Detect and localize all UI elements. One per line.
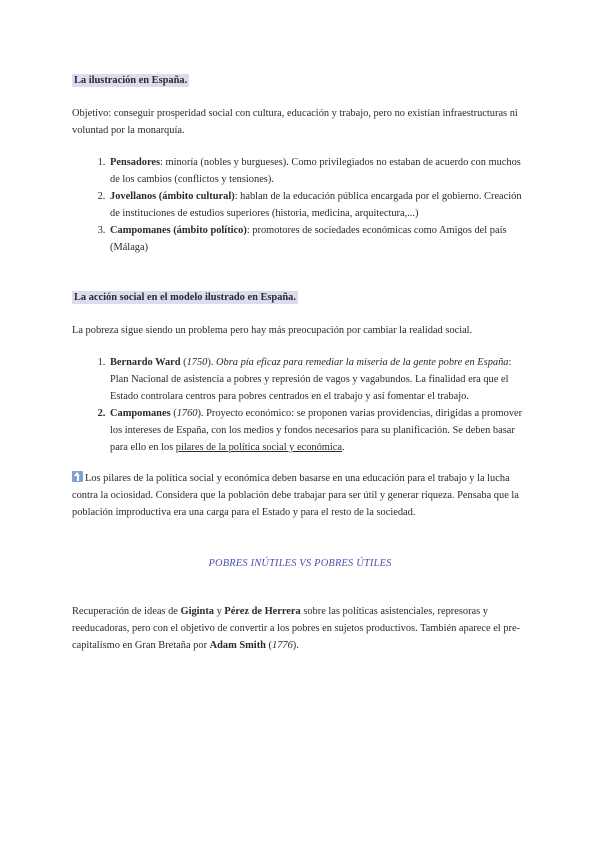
recovery-paragraph: Recuperación de ideas de Giginta y Pérez de Herrera sobre las políticas asistenciales, represoras y reeducadoras, pero con el objetivo de convertir a los pobres en sujetos productivos. También aparece el pre-capitalismo en Gran Bretaña por Adam Smith (1776).	[72, 606, 521, 651]
intro-paragraph: La pobreza sigue siendo un problema pero hay más preocupación por cambiar la realidad social.	[72, 325, 473, 336]
section-heading-accion-social: La acción social en el modelo ilustrado en España.	[74, 292, 296, 303]
list-item	[108, 188, 532, 222]
list-item: 2. Campomanes (1760). Proyecto económico: se proponen varias providencias, dirigidas a promover los intereses de España, con los medios y fondos necesarios para su planificación. Se deben basar para ello en los pilares de la política social y económica.	[108, 405, 532, 456]
item-year: 1750	[186, 357, 208, 368]
section-heading-ilustracion: La ilustración en España.	[74, 75, 188, 86]
item-term: Jovellanos (ámbito cultural)	[110, 191, 235, 202]
item-term: Pensadores	[110, 157, 161, 168]
author-name: Pérez de Herrera	[224, 606, 301, 617]
section-title-pobres: POBRES INÚTILES VS POBRES ÚTILES	[208, 558, 392, 569]
item-text: : Plan Nacional de asistencia a pobres y represión de vagos y vagabundos. La finalidad era que el Estado controlara centros para pobres centrados en el trabajo y así fomentar el trabajo.	[110, 357, 512, 402]
reformers-list	[72, 354, 532, 456]
pillars-note	[72, 470, 532, 521]
work-title: Obra pía eficaz para remediar la miseria de la gente pobre en España	[216, 357, 509, 368]
item-term: Campomanes (ámbito político)	[110, 225, 247, 236]
note-text: Los pilares de la política social y económica deben basarse en una educación para el trabajo y la lucha contra la ociosidad. Considera que la población debe trabajar para ser útil y generar riqueza. Pensaba que la población improductiva era una carga para el Estado y para el resto de la sociedad.	[72, 473, 519, 518]
item-text: : promotores de sociedades económicas como Amigos del país (Málaga)	[110, 225, 507, 253]
thinkers-list	[72, 154, 532, 256]
objective-paragraph: Objetivo: conseguir prosperidad social con cultura, educación y trabajo, pero no existían infraestructuras ni voluntad por la monarquía.	[72, 108, 518, 136]
list-item	[108, 154, 532, 188]
item-term: Campomanes	[110, 408, 171, 419]
up-arrow-icon	[72, 471, 83, 482]
item-year: 1760	[176, 408, 198, 419]
item-term: Bernardo Ward	[110, 357, 181, 368]
item-text: Proyecto económico: se proponen varias providencias, dirigidas a promover los intereses de España, con los medios y fondos necesarios para su planificación. Se deben basar para ello en los	[110, 408, 523, 453]
list-item: 1. Bernardo Ward (1750). Obra pía eficaz para remediar la miseria de la gente pobre en España: Plan Nacional de asistencia a pobres y represión de vagos y vagabundos. La finalidad era que el Estado controlara centros para pobres centrados en el trabajo y así fomentar el trabajo.	[108, 354, 532, 405]
item-year: 1776	[272, 640, 293, 651]
author-name: Giginta	[180, 606, 214, 617]
pillars-link[interactable]: pilares de la política social y económica	[175, 442, 342, 453]
list-item	[108, 222, 532, 256]
author-name: Adam Smith	[209, 640, 266, 651]
item-text: : hablan de la educación pública encargada por el gobierno. Creación de instituciones de estudios superiores (historia, medicina, arquitectura,...)	[110, 191, 522, 219]
item-text: : minoría (nobles y burgueses). Como privilegiados no estaban de acuerdo con muchos de los cambios (conflictos y tensiones).	[110, 157, 521, 185]
